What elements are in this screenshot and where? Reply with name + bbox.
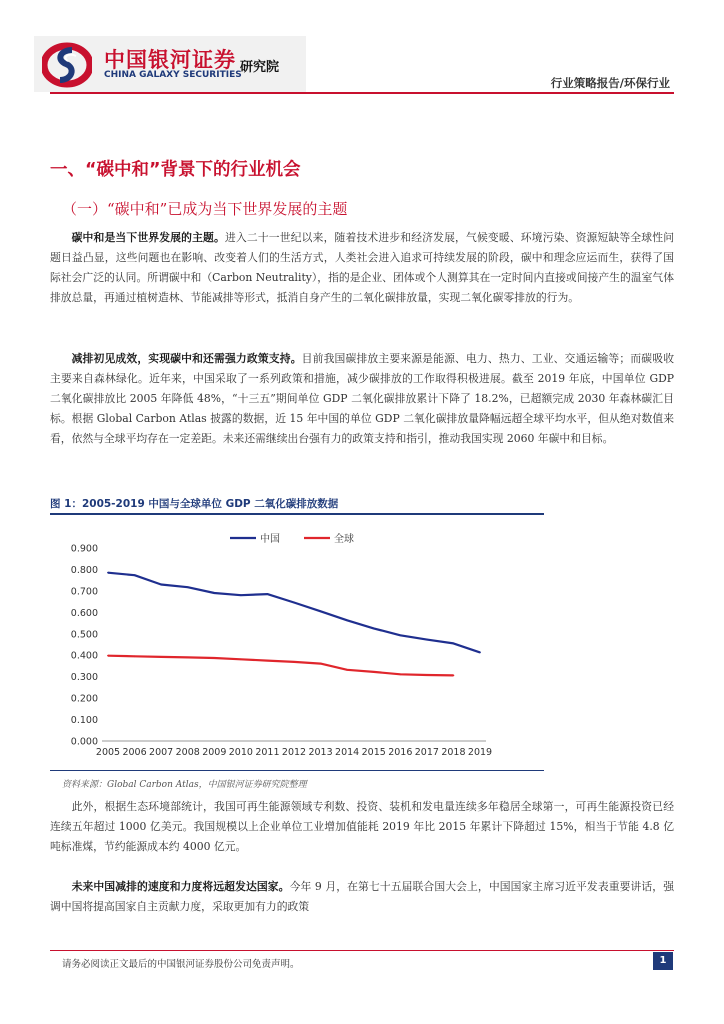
section-heading: 一、“碳中和”背景下的行业机会: [50, 160, 301, 180]
x-tick-label: 2019: [467, 747, 493, 758]
y-tick-label: 0.200: [70, 693, 98, 705]
paragraph-body: 今年 9 月，在第七十五届联合国大会上，中国国家主席习近平发表重要讲话，强调中国将提高国家自主贡献力度，采取更加有力的政策: [50, 880, 675, 913]
data-point: [453, 674, 455, 676]
data-point: [293, 661, 295, 663]
x-tick-label: 2005: [95, 747, 121, 758]
x-tick-label: 2006: [122, 747, 147, 758]
data-point: [107, 655, 109, 657]
y-tick-label: 0.300: [70, 672, 98, 684]
page-number: 1: [653, 952, 673, 970]
chart-legend: [230, 532, 354, 545]
data-point: [373, 628, 375, 630]
data-point: [320, 610, 322, 612]
paragraph-body: 目前我国碳排放主要来源是能源、电力、热力、工业、交通运输等；而碳吸收主要来自森林绿化。近年来，中国采取了一系列政策和措施，减少碳排放的工作取得积极进展。截至 2019 年底，中国单位 GDP 二氧化碳排放比 2005 年降低 48%，“十三五”期间单位 GDP 二氧化碳排放累计下降了 18.2%，已超额完成 2030 年森林碳汇目标。根据 Global Carbon Atlas 披露的数据，近 15 年中国的单位 GDP 二氧化碳排放量降幅远超全球平均水平，但从绝对数值来看，依然与全球平均存在一定差距。未来还需继续出台强有力的政策支持和指引，推动我国实现 2060 年碳中和目标。: [50, 352, 675, 445]
data-point: [187, 656, 189, 658]
x-tick-label: 2017: [414, 747, 439, 758]
legend-label: 全球: [334, 534, 354, 545]
series-line-全球: [108, 656, 453, 676]
paragraph-lead: 未来中国减排的速度和力度将远超发达国家。: [71, 880, 290, 893]
page-header: [0, 0, 724, 100]
x-tick-label: 2008: [175, 747, 200, 758]
header-divider: [50, 92, 674, 94]
y-tick-label: 0.000: [70, 736, 98, 748]
paragraph-renewable-energy: [50, 797, 674, 857]
report-type: 行业策略报告/环保行业: [550, 76, 670, 90]
logo-department: 研究院: [240, 60, 280, 75]
x-tick-label: 2014: [335, 747, 360, 758]
data-point: [267, 660, 269, 662]
series-line-中国: [108, 573, 480, 653]
paragraph-body: 此外，根据生态环境部统计，我国可再生能源领域专利数、投资、装机和发电量连续多年稳居全球第一，可再生能源投资已经连续五年超过 1000 亿美元。我国规模以上企业单位工业增加值能耗 2019 年比 2015 年累计下降超过 15%，相当于节能 4.8 亿吨标准煤，节约能源成本约 4000 亿元。: [50, 800, 674, 853]
data-point: [213, 657, 215, 659]
x-axis: [96, 741, 492, 758]
data-point: [426, 674, 428, 676]
x-tick-label: 2010: [228, 747, 253, 758]
data-point: [453, 643, 455, 645]
data-point: [240, 594, 242, 596]
data-point: [160, 584, 162, 586]
data-point: [426, 639, 428, 641]
logo-english-name: CHINA GALAXY SECURITIES: [104, 70, 242, 80]
x-tick-label: 2007: [149, 747, 174, 758]
figure-title-divider: [50, 513, 544, 515]
x-tick-label: 2016: [388, 747, 413, 758]
data-point: [293, 602, 295, 604]
y-tick-label: 0.100: [70, 715, 98, 727]
data-point: [346, 669, 348, 671]
subsection-heading: （一）“碳中和”已成为当下世界发展的主题: [62, 200, 348, 218]
y-tick-label: 0.900: [70, 543, 98, 555]
x-tick-label: 2011: [255, 747, 280, 758]
emission-line-chart: [50, 518, 544, 770]
y-tick-label: 0.500: [70, 629, 98, 641]
paragraph-future-reduction: [50, 877, 674, 917]
figure-source: 资料来源：Global Carbon Atlas，中国银河证券研究院整理: [62, 780, 307, 790]
data-point: [346, 619, 348, 621]
y-tick-label: 0.600: [70, 607, 98, 619]
legend-label: 中国: [260, 534, 280, 545]
y-axis: [71, 544, 98, 748]
paragraph-body: 进入二十一世纪以来，随着技术进步和经济发展，气候变暖、环境污染、资源短缺等全球性问题日益凸显，这些问题也在影响、改变着人们的生活方式，人类社会进入追求可持续发展的阶段，碳中和理念应运而生，获得了国际社会广泛的认同。所谓碳中和（Carbon Neutrality），指的是企业、团体或个人测算其在一定时间内直接或间接产生的温室气体排放总量，再通过植树造林、节能减排等形式，抵消自身产生的二氧化碳排放量，实现二氧化碳零排放的行为。: [50, 231, 675, 304]
x-tick-label: 2009: [202, 747, 227, 758]
y-tick-label: 0.800: [70, 564, 98, 576]
x-tick-label: 2012: [281, 747, 307, 758]
data-point: [107, 572, 109, 574]
footer-divider: [50, 950, 674, 951]
y-tick-label: 0.700: [70, 586, 98, 598]
y-tick-label: 0.400: [70, 650, 98, 662]
data-point: [399, 634, 401, 636]
data-point: [213, 592, 215, 594]
x-tick-label: 2018: [441, 747, 466, 758]
paragraph-lead: 减排初见成效，实现碳中和还需强力政策支持。: [71, 352, 302, 365]
paragraph-lead: 碳中和是当下世界发展的主题。: [71, 231, 225, 244]
data-point: [134, 574, 136, 576]
logo-chinese-name: 中国银河证券: [104, 48, 236, 72]
paragraph-emission-reduction: [50, 349, 674, 449]
data-point: [267, 593, 269, 595]
figure-title: 图 1：2005-2019 中国与全球单位 GDP 二氧化碳排放数据: [50, 498, 339, 510]
data-point: [160, 656, 162, 658]
series-lines: [107, 572, 481, 677]
data-point: [399, 673, 401, 675]
x-tick-label: 2013: [308, 747, 333, 758]
galaxy-logo-icon: [42, 42, 92, 88]
data-point: [373, 671, 375, 673]
data-point: [134, 655, 136, 657]
footer-disclaimer: 请务必阅读正文最后的中国银河证券股份公司免责声明。: [62, 959, 300, 970]
data-point: [187, 586, 189, 588]
data-point: [320, 663, 322, 665]
paragraph-carbon-neutral-theme: [50, 228, 674, 308]
x-tick-label: 2015: [361, 747, 386, 758]
figure-bottom-divider: [50, 770, 544, 771]
data-point: [240, 658, 242, 660]
data-point: [479, 652, 481, 654]
